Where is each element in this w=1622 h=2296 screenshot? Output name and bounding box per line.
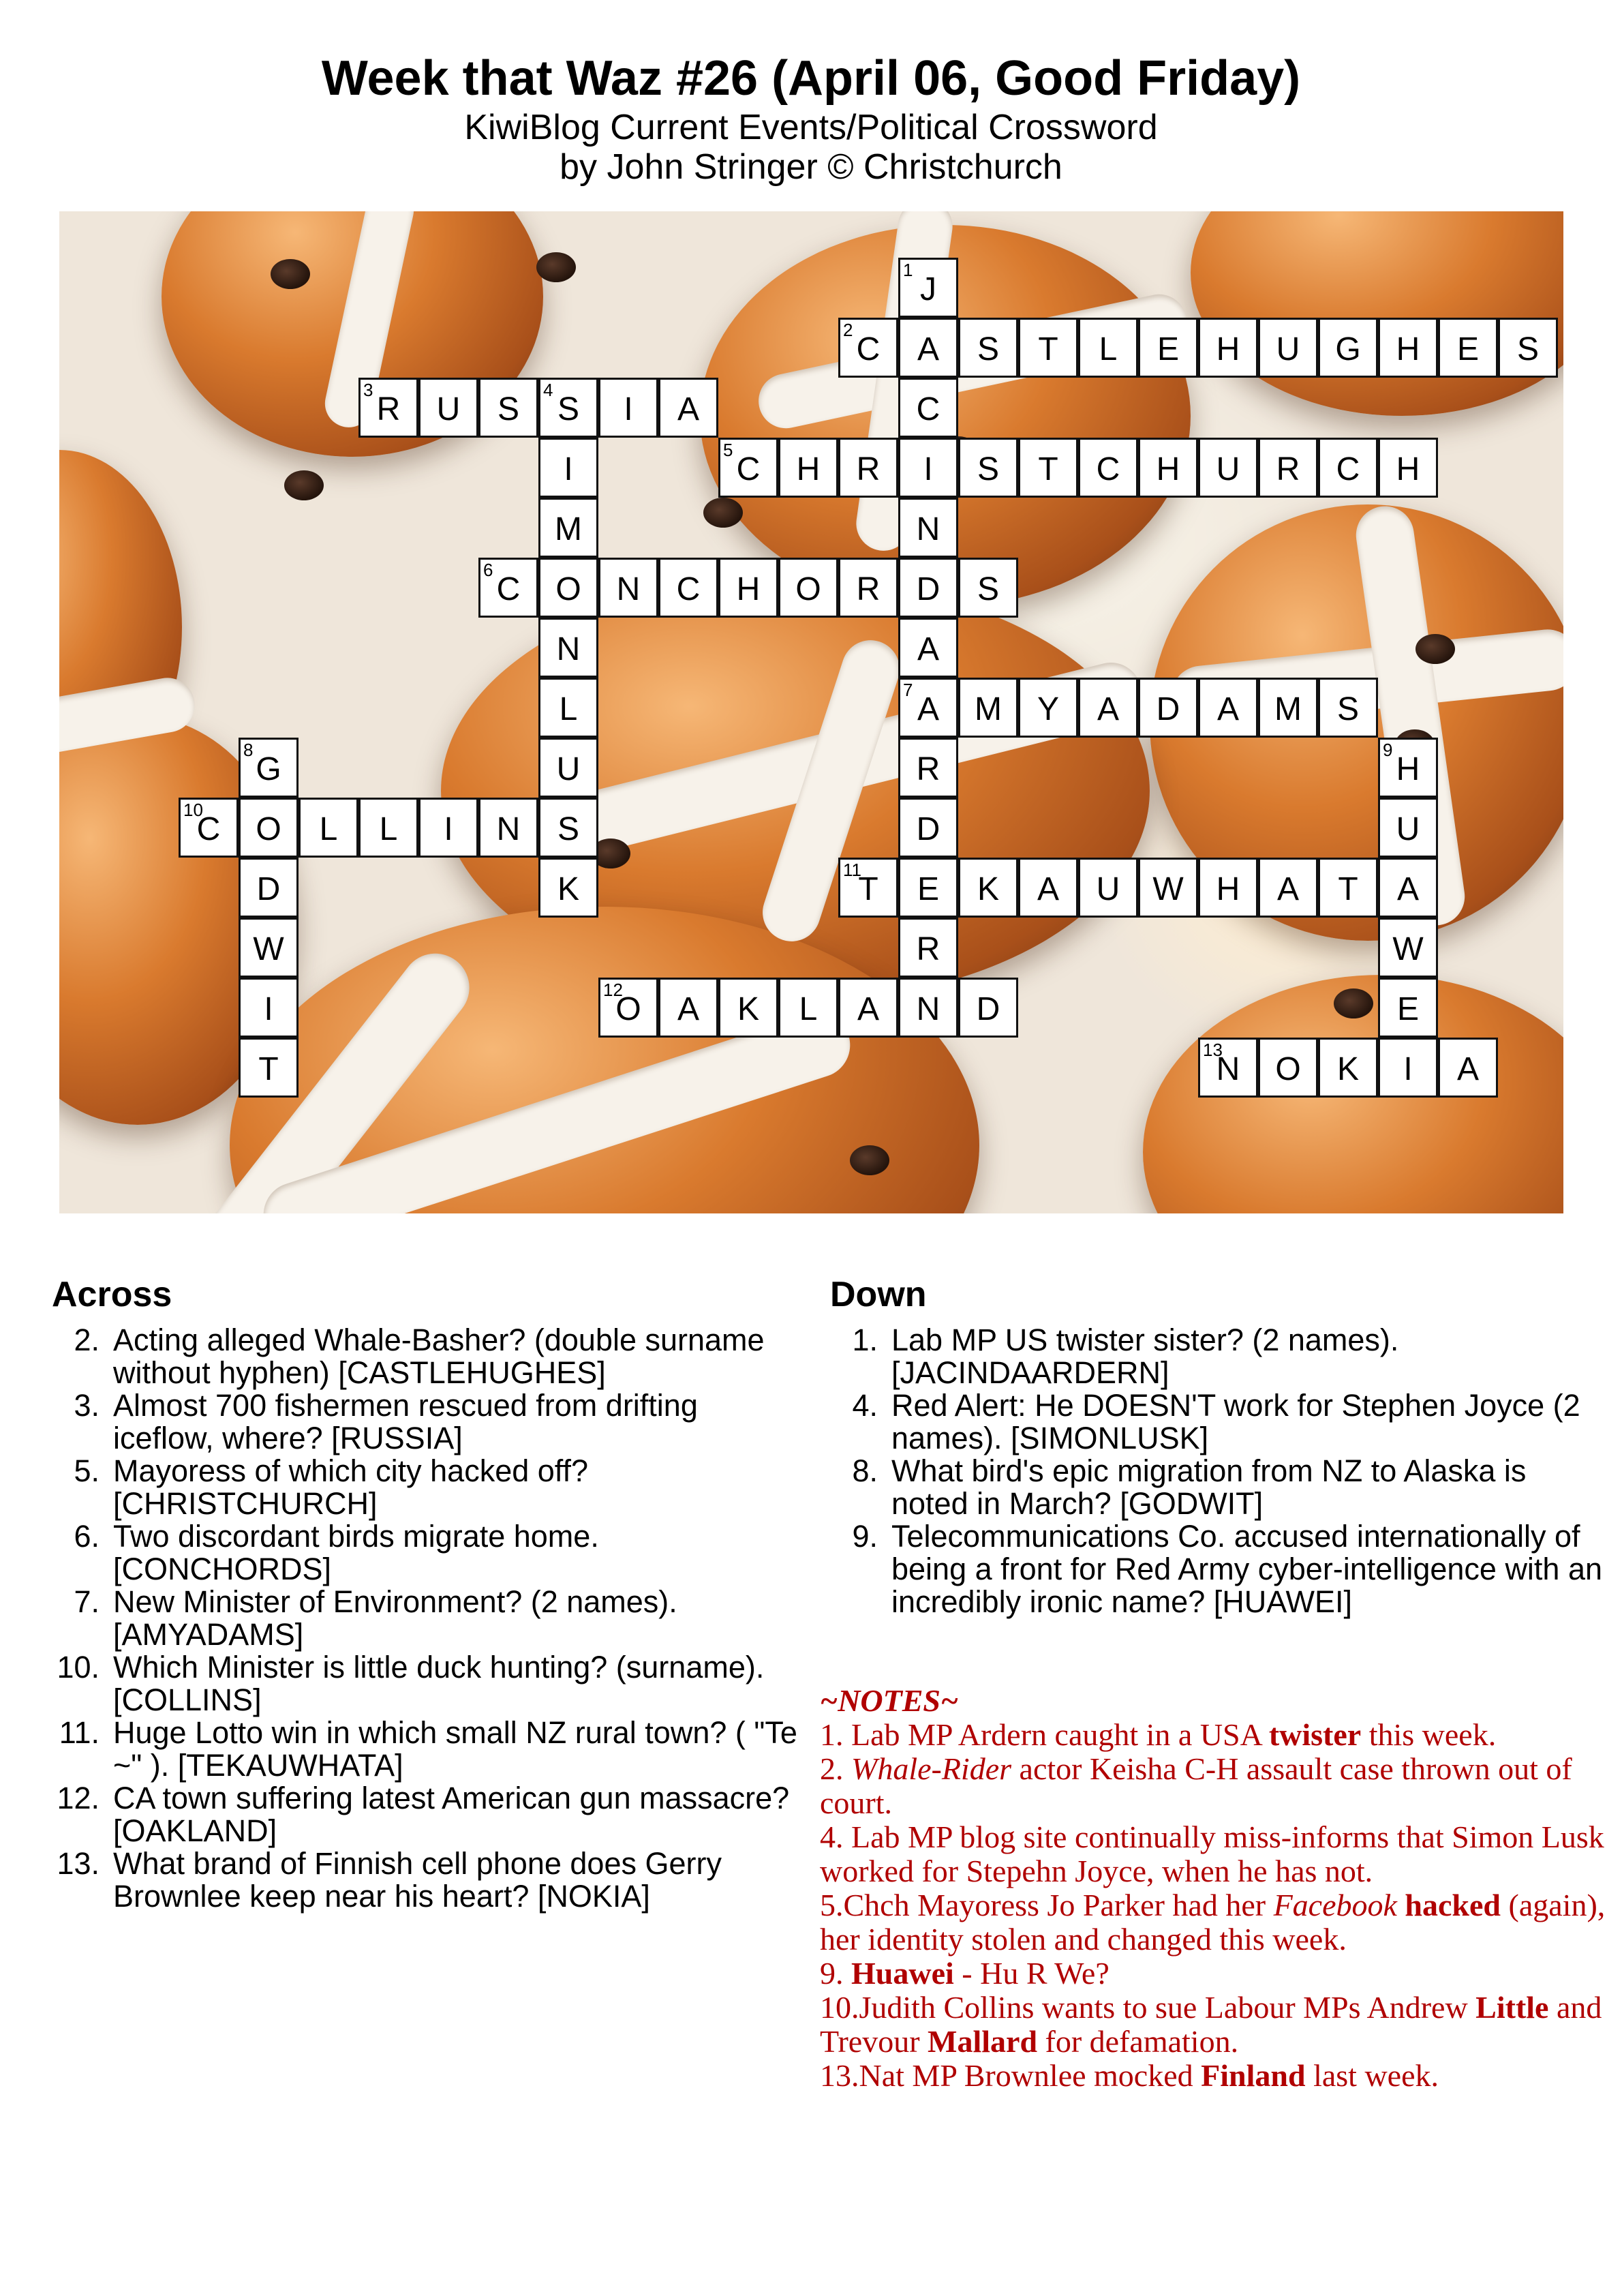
note-text xyxy=(1397,1888,1405,1922)
cell-letter: A xyxy=(1097,691,1119,727)
grid-cell[interactable] xyxy=(478,798,538,858)
grid-cell[interactable] xyxy=(718,558,778,618)
clue-number: 5. xyxy=(74,1453,100,1488)
note-text: actor Keisha C-H assault case thrown out of court. xyxy=(820,1751,1572,1820)
cell-letter: G xyxy=(256,751,281,787)
cell-letter: D xyxy=(976,991,1000,1027)
cell-number: 2 xyxy=(843,320,853,340)
grid-cell[interactable] xyxy=(1318,858,1378,918)
grid-cell[interactable] xyxy=(838,438,898,498)
cell-number: 9 xyxy=(1383,740,1393,760)
cell-letter: O xyxy=(555,571,581,607)
cell-letter: U xyxy=(1216,451,1240,487)
grid-cell[interactable] xyxy=(838,318,898,378)
grid-cell[interactable] xyxy=(538,618,598,678)
cell-letter: G xyxy=(1335,331,1361,367)
across-clue xyxy=(52,1651,801,1717)
down-clue xyxy=(830,1389,1607,1455)
grid-cell[interactable] xyxy=(898,498,958,558)
grid-cell[interactable] xyxy=(1198,318,1258,378)
grid-cell[interactable] xyxy=(1018,678,1078,738)
clue-number: 6. xyxy=(74,1519,100,1554)
grid-cell[interactable] xyxy=(418,798,478,858)
note-text: last week. xyxy=(1305,2058,1439,2093)
grid-cell[interactable] xyxy=(598,558,658,618)
cell-letter: M xyxy=(555,511,582,547)
grid-cell[interactable] xyxy=(1318,318,1378,378)
cell-letter: A xyxy=(917,631,939,667)
grid-cell[interactable] xyxy=(1378,918,1438,978)
note-text: for defamation. xyxy=(1037,2024,1239,2059)
cell-letter: E xyxy=(917,871,939,907)
grid-cell[interactable] xyxy=(658,558,718,618)
cell-letter: D xyxy=(916,811,940,847)
grid-cell[interactable] xyxy=(958,678,1018,738)
grid-cell[interactable] xyxy=(1198,678,1258,738)
grid-cell[interactable] xyxy=(179,798,239,858)
note-text: and Trevour xyxy=(820,1990,1602,2059)
cell-letter: D xyxy=(1156,691,1180,727)
grid-cell[interactable] xyxy=(538,858,598,918)
clue-text: What brand of Finnish cell phone does Gerry Brownlee keep near his heart? [NOKIA] xyxy=(113,1846,722,1914)
cell-letter: S xyxy=(1336,691,1359,727)
cell-letter: C xyxy=(196,811,221,847)
grid-cell[interactable] xyxy=(538,498,598,558)
note-text: Whale-Rider xyxy=(851,1751,1012,1786)
cell-letter: K xyxy=(737,991,759,1027)
grid-cell[interactable] xyxy=(299,798,358,858)
cell-letter: O xyxy=(795,571,821,607)
grid-cell[interactable] xyxy=(898,558,958,618)
grid-cell[interactable] xyxy=(598,978,658,1038)
grid-cell[interactable] xyxy=(538,378,598,438)
note-text: 13.Nat MP Brownlee mocked xyxy=(820,2058,1202,2093)
grid-cell[interactable] xyxy=(1438,318,1498,378)
grid-cell[interactable] xyxy=(1378,798,1438,858)
cell-letter: A xyxy=(917,331,939,367)
cell-letter: A xyxy=(1276,871,1299,907)
cell-letter: U xyxy=(436,391,461,427)
across-heading: Across xyxy=(52,1275,172,1314)
clue-text: What bird's epic migration from NZ to Alaska is noted in March? [GODWIT] xyxy=(891,1453,1527,1521)
cell-letter: O xyxy=(1275,1051,1301,1087)
cell-number: 5 xyxy=(723,440,733,460)
cell-letter: N xyxy=(616,571,641,607)
grid-cell[interactable] xyxy=(1378,318,1438,378)
cell-letter: S xyxy=(557,811,579,847)
grid-cell[interactable] xyxy=(898,858,958,918)
cell-letter: I xyxy=(264,991,273,1027)
cell-letter: R xyxy=(856,451,881,487)
across-clues xyxy=(52,1273,801,1913)
cell-number: 10 xyxy=(183,800,203,820)
cell-letter: T xyxy=(258,1051,279,1087)
grid-cell[interactable] xyxy=(718,978,778,1038)
cell-letter: J xyxy=(920,271,936,307)
grid-cell[interactable] xyxy=(239,858,299,918)
clue-text: Two discordant birds migrate home. [CONCHORDS] xyxy=(113,1519,599,1586)
grid-cell[interactable] xyxy=(1378,978,1438,1038)
cell-letter: S xyxy=(977,571,999,607)
page-title: Week that Waz #26 (April 06, Good Friday) xyxy=(321,51,1301,106)
clue-number: 8. xyxy=(852,1453,878,1488)
cell-letter: R xyxy=(376,391,401,427)
note-text: 4. Lab MP blog site continually miss-informs that Simon Lusk worked for Stepehn Joyce, when he has not. xyxy=(820,1819,1604,1888)
clue-text: Huge Lotto win in which small NZ rural town? ( "Te ~" ). [TEKAUWHATA] xyxy=(113,1715,797,1783)
grid-cell[interactable] xyxy=(1078,678,1138,738)
note-text: Huawei xyxy=(851,1956,954,1991)
note-text: 5.Chch Mayoress Jo Parker had her xyxy=(820,1888,1274,1922)
page-subtitle: KiwiBlog Current Events/Political Crossword xyxy=(464,108,1158,147)
grid-cell[interactable] xyxy=(898,378,958,438)
note-text: 10.Judith Collins wants to sue Labour MPs Andrew xyxy=(820,1990,1476,2025)
grid-cell[interactable] xyxy=(1018,438,1078,498)
cell-letter: W xyxy=(253,931,284,967)
note-line xyxy=(820,2059,1617,2093)
cell-letter: U xyxy=(1396,811,1420,847)
clue-number: 7. xyxy=(74,1584,100,1619)
cell-letter: E xyxy=(1396,991,1419,1027)
grid-cell[interactable] xyxy=(239,798,299,858)
note-line xyxy=(820,1991,1617,2059)
grid-cell[interactable] xyxy=(898,798,958,858)
cell-letter: O xyxy=(615,991,641,1027)
note-text: 2. xyxy=(820,1751,851,1786)
grid-cell[interactable] xyxy=(1018,858,1078,918)
cell-letter: S xyxy=(497,391,519,427)
clue-text: Mayoress of which city hacked off? [CHRISTCHURCH] xyxy=(113,1453,588,1521)
grid-cell[interactable] xyxy=(838,858,898,918)
note-text: Mallard xyxy=(928,2024,1038,2059)
grid-cell[interactable] xyxy=(1258,1038,1318,1098)
grid-cell[interactable] xyxy=(958,558,1018,618)
cell-letter: N xyxy=(556,631,581,667)
down-clue xyxy=(830,1520,1607,1618)
cell-letter: I xyxy=(564,451,573,487)
cell-number: 4 xyxy=(543,380,553,400)
note-line xyxy=(820,1752,1617,1820)
note-text: 1. Lab MP Ardern caught in a USA xyxy=(820,1717,1269,1752)
grid-cell[interactable] xyxy=(898,918,958,978)
cell-letter: A xyxy=(1216,691,1239,727)
cell-letter: H xyxy=(1396,331,1420,367)
across-clue xyxy=(52,1455,801,1520)
grid-cell[interactable] xyxy=(1198,438,1258,498)
cell-letter: C xyxy=(1336,451,1360,487)
grid-cell[interactable] xyxy=(1498,318,1558,378)
cell-letter: H xyxy=(1396,451,1420,487)
grid-cell[interactable] xyxy=(1138,318,1198,378)
grid-cell[interactable] xyxy=(1078,318,1138,378)
cell-number: 6 xyxy=(483,560,493,580)
grid-cell[interactable] xyxy=(898,738,958,798)
cell-letter: H xyxy=(1156,451,1180,487)
cell-letter: I xyxy=(624,391,633,427)
grid-cell[interactable] xyxy=(1018,318,1078,378)
cell-letter: R xyxy=(856,571,881,607)
cell-letter: K xyxy=(977,871,999,907)
grid-cell[interactable] xyxy=(538,558,598,618)
cell-letter: A xyxy=(677,991,699,1027)
grid-cell[interactable] xyxy=(538,438,598,498)
clue-number: 4. xyxy=(852,1388,878,1423)
note-text: Little xyxy=(1475,1990,1549,2025)
grid-cell[interactable] xyxy=(478,378,538,438)
grid-cell[interactable] xyxy=(1318,678,1378,738)
down-heading: Down xyxy=(830,1275,927,1314)
cell-letter: L xyxy=(1099,331,1118,367)
clue-text: Lab MP US twister sister? (2 names). [JACINDAARDERN] xyxy=(891,1323,1399,1390)
cell-letter: A xyxy=(1456,1051,1479,1087)
cell-letter: E xyxy=(1456,331,1479,367)
grid-cell[interactable] xyxy=(958,978,1018,1038)
grid-cell[interactable] xyxy=(1198,1038,1258,1098)
cell-letter: L xyxy=(379,811,398,847)
note-text: Facebook xyxy=(1273,1888,1397,1922)
cell-letter: T xyxy=(1338,871,1358,907)
clue-number: 3. xyxy=(74,1388,100,1423)
down-clue xyxy=(830,1324,1607,1389)
grid-cell[interactable] xyxy=(598,378,658,438)
cell-letter: C xyxy=(916,391,940,427)
note-text: (again), her identity stolen and changed this week. xyxy=(820,1888,1606,1957)
cell-letter: H xyxy=(736,571,761,607)
grid-cell[interactable] xyxy=(1138,678,1198,738)
grid-cell[interactable] xyxy=(538,798,598,858)
grid-cell[interactable] xyxy=(838,978,898,1038)
clue-number: 10. xyxy=(57,1650,100,1685)
across-clue xyxy=(52,1389,801,1455)
cell-letter: T xyxy=(858,871,878,907)
grid-cell[interactable] xyxy=(778,438,838,498)
note-line xyxy=(820,1820,1617,1888)
grid-cell[interactable] xyxy=(898,978,958,1038)
grid-cell[interactable] xyxy=(538,678,598,738)
cell-letter: I xyxy=(1403,1051,1413,1087)
cell-letter: H xyxy=(1216,871,1240,907)
cell-letter: N xyxy=(916,991,940,1027)
cell-letter: U xyxy=(556,751,581,787)
cell-number: 3 xyxy=(363,380,373,400)
grid-cell[interactable] xyxy=(1078,858,1138,918)
cell-letter: N xyxy=(496,811,521,847)
clue-text: CA town suffering latest American gun massacre? [OAKLAND] xyxy=(113,1781,790,1848)
cell-letter: O xyxy=(256,811,281,847)
clue-text: Acting alleged Whale-Basher? (double surname without hyphen) [CASTLEHUGHES] xyxy=(113,1323,765,1390)
grid-cell[interactable] xyxy=(658,378,718,438)
clue-number: 11. xyxy=(59,1715,100,1750)
cell-letter: A xyxy=(677,391,699,427)
across-clue xyxy=(52,1324,801,1389)
grid-cell[interactable] xyxy=(778,978,838,1038)
cell-letter: K xyxy=(1336,1051,1359,1087)
grid-cell[interactable] xyxy=(418,378,478,438)
cell-letter: R xyxy=(916,751,940,787)
grid-cell[interactable] xyxy=(898,318,958,378)
grid-cell[interactable] xyxy=(658,978,718,1038)
grid-cell[interactable] xyxy=(358,798,418,858)
crossword-grid xyxy=(59,211,1563,1213)
cell-number: 11 xyxy=(843,860,861,880)
cell-letter: N xyxy=(916,511,940,547)
note-line xyxy=(820,1957,1617,1991)
cell-letter: A xyxy=(1037,871,1059,907)
cell-letter: C xyxy=(1096,451,1120,487)
cell-letter: A xyxy=(857,991,879,1027)
cell-letter: C xyxy=(856,331,881,367)
cell-letter: C xyxy=(496,571,521,607)
grid-cell[interactable] xyxy=(1198,858,1258,918)
grid-cell[interactable] xyxy=(958,318,1018,378)
clue-text: New Minister of Environment? (2 names). [AMYADAMS] xyxy=(113,1584,677,1652)
cell-letter: R xyxy=(916,931,940,967)
grid-cell[interactable] xyxy=(838,558,898,618)
grid-cell[interactable] xyxy=(1138,858,1198,918)
cell-letter: S xyxy=(977,331,999,367)
cell-letter: I xyxy=(923,451,933,487)
across-clue xyxy=(52,1847,801,1913)
cell-letter: C xyxy=(676,571,701,607)
cell-letter: A xyxy=(1396,871,1419,907)
grid-cell[interactable] xyxy=(478,558,538,618)
cell-letter: M xyxy=(975,691,1002,727)
grid-cell[interactable] xyxy=(898,618,958,678)
cell-letter: C xyxy=(736,451,761,487)
cell-letter: S xyxy=(1516,331,1539,367)
grid-cell[interactable] xyxy=(1378,1038,1438,1098)
cell-letter: L xyxy=(559,691,578,727)
note-text: Finland xyxy=(1201,2058,1306,2093)
cell-letter: A xyxy=(917,691,939,727)
note-text: twister xyxy=(1268,1717,1362,1752)
cell-letter: W xyxy=(1392,931,1424,967)
across-clue xyxy=(52,1717,801,1782)
author-line: by John Stringer © Christchurch xyxy=(560,147,1062,187)
cell-letter: D xyxy=(916,571,940,607)
grid-cell[interactable] xyxy=(239,738,299,798)
grid-cell[interactable] xyxy=(778,558,838,618)
grid-cell[interactable] xyxy=(1258,858,1318,918)
cell-letter: S xyxy=(977,451,999,487)
cell-letter: K xyxy=(557,871,579,907)
clue-text: Which Minister is little duck hunting? (surname). [COLLINS] xyxy=(113,1650,765,1717)
grid-cell[interactable] xyxy=(239,918,299,978)
cell-letter: Y xyxy=(1037,691,1059,727)
grid-cell[interactable] xyxy=(898,438,958,498)
grid-cell[interactable] xyxy=(1258,678,1318,738)
cell-letter: H xyxy=(796,451,821,487)
grid-cell[interactable] xyxy=(538,738,598,798)
notes-section xyxy=(820,1684,1617,2093)
clue-number: 9. xyxy=(852,1519,878,1554)
note-text: - Hu R We? xyxy=(953,1956,1110,1991)
note-text: 9. xyxy=(820,1956,851,1991)
cell-letter: R xyxy=(1276,451,1300,487)
grid-cell[interactable] xyxy=(1318,1038,1378,1098)
clue-number: 13. xyxy=(57,1846,100,1881)
down-clue xyxy=(830,1455,1607,1520)
clue-text: Almost 700 fishermen rescued from drifting iceflow, where? [RUSSIA] xyxy=(113,1388,698,1455)
cell-letter: H xyxy=(1396,751,1420,787)
cell-letter: D xyxy=(256,871,281,907)
grid-cell[interactable] xyxy=(239,1038,299,1098)
note-line xyxy=(820,1888,1617,1957)
cell-letter: T xyxy=(1038,331,1058,367)
clue-number: 2. xyxy=(74,1323,100,1357)
cell-letter: T xyxy=(1038,451,1058,487)
grid-cell[interactable] xyxy=(1438,1038,1498,1098)
cell-number: 12 xyxy=(603,980,623,1000)
note-text: hacked xyxy=(1405,1888,1501,1922)
cell-number: 7 xyxy=(903,680,913,700)
clue-text: Telecommunications Co. accused internationally of being a front for Red Army cyber-intelligence with an incredibly ironic name? [HUAWEI] xyxy=(891,1519,1603,1619)
cell-number: 1 xyxy=(903,260,913,280)
grid-cell[interactable] xyxy=(898,258,958,318)
grid-cell[interactable] xyxy=(1318,438,1378,498)
clue-number: 1. xyxy=(852,1323,878,1357)
note-line xyxy=(820,1718,1617,1752)
cell-letter: S xyxy=(557,391,579,427)
across-clue xyxy=(52,1782,801,1847)
cell-letter: W xyxy=(1152,871,1184,907)
clue-number: 12. xyxy=(57,1781,100,1815)
cell-letter: E xyxy=(1157,331,1179,367)
cell-letter: L xyxy=(799,991,818,1027)
grid-cell[interactable] xyxy=(898,678,958,738)
notes-heading: ~NOTES~ xyxy=(820,1683,959,1718)
cell-letter: U xyxy=(1276,331,1300,367)
grid-cell[interactable] xyxy=(1258,318,1318,378)
grid-cell[interactable] xyxy=(358,378,418,438)
grid-cell[interactable] xyxy=(1138,438,1198,498)
grid-cell[interactable] xyxy=(239,978,299,1038)
cell-number: 8 xyxy=(243,740,254,760)
down-clues xyxy=(830,1273,1607,1618)
grid-cell[interactable] xyxy=(1378,858,1438,918)
across-clue xyxy=(52,1586,801,1651)
grid-cell[interactable] xyxy=(1378,438,1438,498)
grid-cell[interactable] xyxy=(718,438,778,498)
cell-letter: I xyxy=(444,811,453,847)
cell-letter: N xyxy=(1216,1051,1240,1087)
cell-number: 13 xyxy=(1203,1040,1223,1060)
grid-cell[interactable] xyxy=(1078,438,1138,498)
header xyxy=(0,49,1622,187)
cell-letter: M xyxy=(1274,691,1302,727)
grid-cell[interactable] xyxy=(958,858,1018,918)
grid-cell[interactable] xyxy=(1258,438,1318,498)
grid-cell[interactable] xyxy=(958,438,1018,498)
cell-letter: H xyxy=(1216,331,1240,367)
cell-letter: U xyxy=(1096,871,1120,907)
grid-cell[interactable] xyxy=(1378,738,1438,798)
clue-text: Red Alert: He DOESN'T work for Stephen Joyce (2 names). [SIMONLUSK] xyxy=(891,1388,1580,1455)
note-text: this week. xyxy=(1361,1717,1497,1752)
across-clue xyxy=(52,1520,801,1586)
cell-letter: L xyxy=(319,811,338,847)
